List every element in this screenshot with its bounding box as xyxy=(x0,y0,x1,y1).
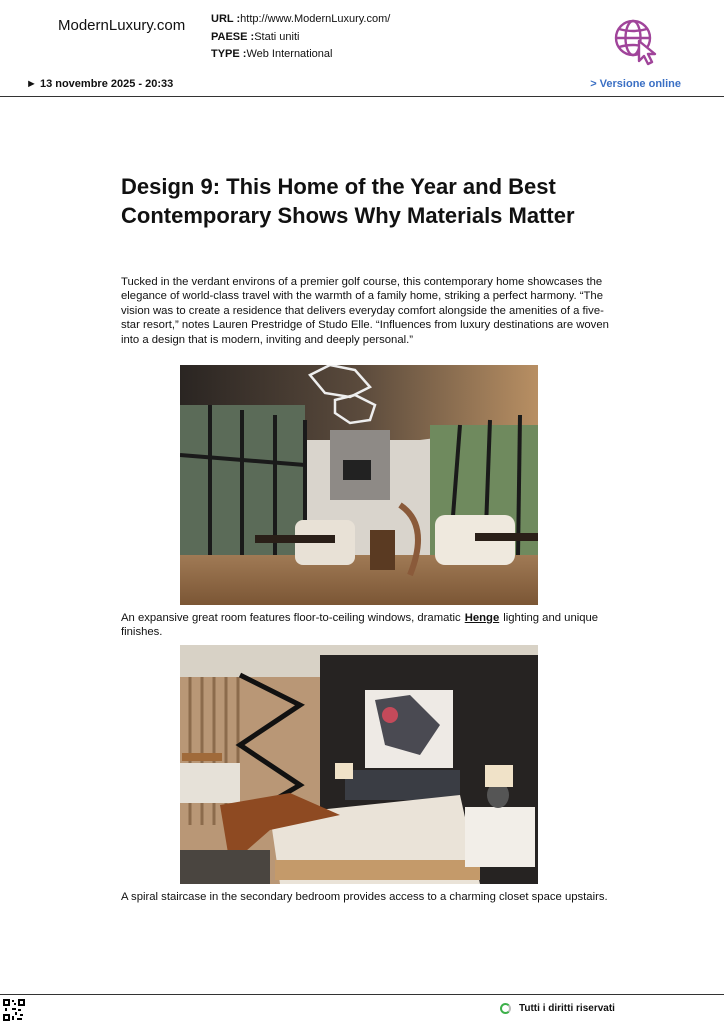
country-label: PAESE : xyxy=(211,30,255,43)
type-label: TYPE : xyxy=(211,48,247,60)
article-lead: Tucked in the verdant environs of a premier golf course, this contemporary home showcases the elegance of world-class travel with the warmth of a family home, striking a perfect harmony. “The vision was to create a residence that delivers everyday comfort alongside the amenities of a five-star resort,” notes Lauren Prestridge of Studo Elle. “Influences from luxury destinations are woven into a design that is modern, inviting and deeply personal.” xyxy=(121,276,609,346)
date-text: 13 novembre 2025 - 20:33 xyxy=(39,78,174,90)
status-ring-icon xyxy=(500,1003,511,1014)
article-title: Design 9: This Home of the Year and Best Contemporary Shows Why Materials Matter xyxy=(121,174,575,228)
caption1-text: An expansive great room features floor-to-ceiling windows, dramatic xyxy=(121,612,461,624)
country-row xyxy=(211,29,390,47)
caption1-text-end: lighting and unique finishes. xyxy=(121,612,599,639)
great-room-photo xyxy=(180,365,538,605)
bedroom-photo xyxy=(180,645,538,884)
type-row xyxy=(211,46,390,64)
source-meta xyxy=(211,11,390,64)
type-value: Web International xyxy=(246,48,333,60)
url-value[interactable]: http://www.ModernLuxury.com/ xyxy=(240,13,391,25)
url-row xyxy=(211,11,390,29)
great-room-caption xyxy=(121,611,611,640)
publication-date: ► 13 novembre 2025 - 20:33 xyxy=(26,78,174,90)
bedroom-caption: A spiral staircase in the secondary bedroom provides access to a charming closet space upstairs. xyxy=(121,891,608,903)
globe-cursor-icon[interactable] xyxy=(612,17,662,67)
copyright-notice xyxy=(500,1003,615,1014)
url-label: URL : xyxy=(211,13,241,25)
site-name: ModernLuxury.com xyxy=(58,17,186,34)
henge-link[interactable]: Henge xyxy=(464,612,500,624)
rights-text: Tutti i diritti riservati xyxy=(519,1003,615,1014)
header-divider xyxy=(0,96,724,97)
online-version-link[interactable]: > Versione online xyxy=(590,78,681,90)
qr-code-icon[interactable] xyxy=(3,999,25,1021)
footer-divider xyxy=(0,994,724,995)
country-value: Stati uniti xyxy=(254,30,300,43)
